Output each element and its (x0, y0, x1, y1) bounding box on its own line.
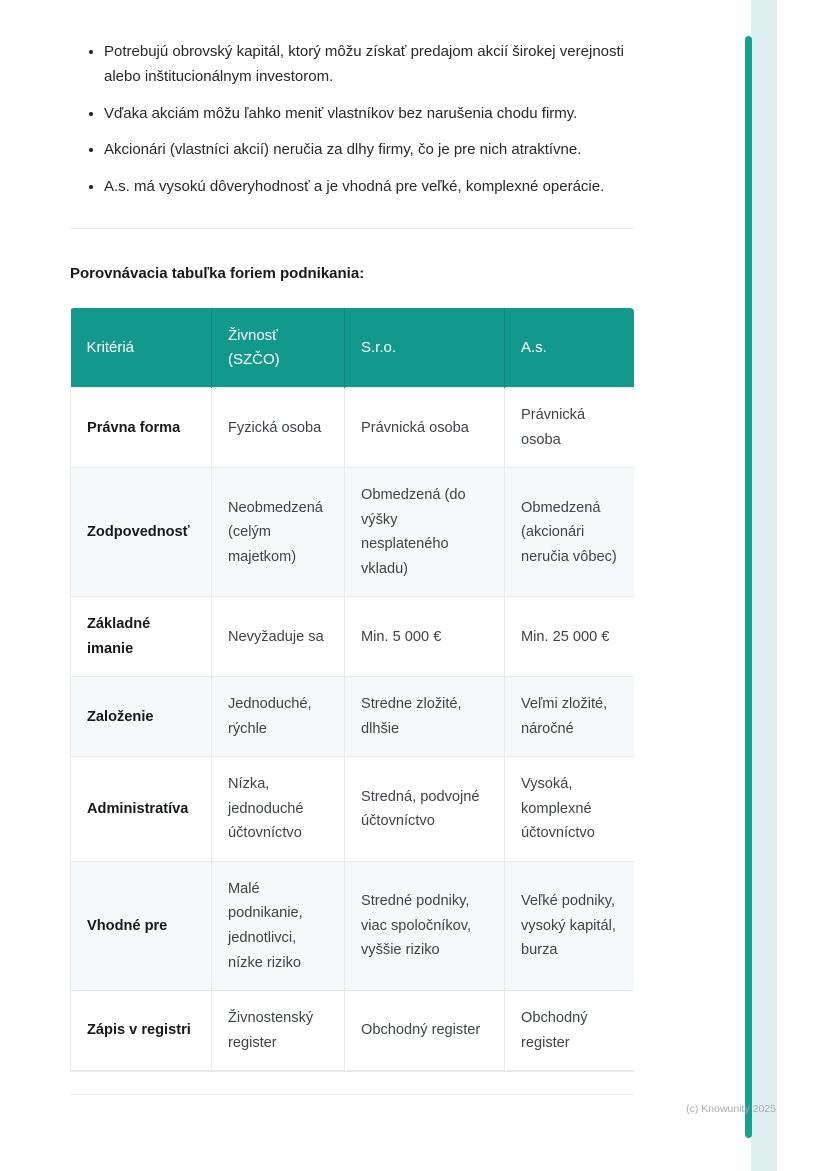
table-row (71, 757, 635, 862)
table-header-cell: A.s. (505, 308, 635, 388)
table-cell: Veľké podniky, vysoký kapitál, burza (505, 861, 635, 990)
table-row (71, 991, 635, 1071)
table-cell: Min. 25 000 € (505, 597, 635, 677)
table-row (71, 597, 635, 677)
table-cell: Vysoká, komplexné účtovníctvo (505, 757, 635, 862)
table-row (71, 677, 635, 757)
table-cell: Nízka, jednoduché účtovníctvo (212, 757, 345, 862)
scrollbar-track[interactable] (751, 0, 777, 1171)
table-cell: Neobmedzená (celým majetkom) (212, 468, 345, 597)
row-label: Administratíva (71, 757, 212, 862)
row-label: Zodpovednosť (71, 468, 212, 597)
bullet-item: • A.s. má vysokú dôveryhodnosť a je vhodná pre veľké, komplexné operácie. (104, 175, 634, 200)
table-row (71, 388, 635, 468)
bullet-item: • Potrebujú obrovský kapitál, ktorý môžu získať predajom akcií širokej verejnosti alebo inštitucionálnym investorom. (104, 40, 634, 90)
table-cell: Obchodný register (345, 991, 505, 1071)
row-label: Základné imanie (71, 597, 212, 677)
bottom-divider (70, 1094, 634, 1095)
section-divider (70, 228, 634, 229)
table-header-cell: Živnosť (SZČO) (212, 308, 345, 388)
table-cell: Obchodný register (505, 991, 635, 1071)
table-cell: Stredná, podvojné účtovníctvo (345, 757, 505, 862)
table-cell: Jednoduché, rýchle (212, 677, 345, 757)
row-label: Založenie (71, 677, 212, 757)
comparison-table (70, 308, 634, 1071)
table-row (71, 861, 635, 990)
scrollbar-thumb[interactable] (745, 36, 752, 1138)
table-cell: Živnostenský register (212, 991, 345, 1071)
copyright-text: (c) Knowunity 2025 (686, 1103, 776, 1115)
document-content (70, 0, 634, 1095)
section-heading: Porovnávacia tabuľka foriem podnikania: (70, 264, 365, 282)
table-cell: Stredné podniky, viac spoločníkov, vyššie riziko (345, 861, 505, 990)
table-cell: Malé podnikanie, jednotlivci, nízke riziko (212, 861, 345, 990)
comparison-table-wrapper (70, 308, 634, 1072)
bullet-list (70, 40, 634, 200)
table-cell: Stredne zložité, dlhšie (345, 677, 505, 757)
table-header-row (71, 308, 635, 388)
table-cell: Obmedzená (akcionári neručia vôbec) (505, 468, 635, 597)
table-cell: Nevyžaduje sa (212, 597, 345, 677)
row-label: Zápis v registri (71, 991, 212, 1071)
table-header-cell: S.r.o. (345, 308, 505, 388)
bullet-item: • Akcionári (vlastníci akcií) neručia za dlhy firmy, čo je pre nich atraktívne. (104, 138, 634, 163)
table-cell: Fyzická osoba (212, 388, 345, 468)
table-cell: Veľmi zložité, náročné (505, 677, 635, 757)
table-cell: Právnická osoba (345, 388, 505, 468)
table-header-cell: Kritériá (71, 308, 212, 388)
row-label: Právna forma (71, 388, 212, 468)
table-row (71, 468, 635, 597)
row-label: Vhodné pre (71, 861, 212, 990)
table-cell: Obmedzená (do výšky nesplateného vkladu) (345, 468, 505, 597)
table-cell: Min. 5 000 € (345, 597, 505, 677)
table-cell: Právnická osoba (505, 388, 635, 468)
bullet-item: • Vďaka akciám môžu ľahko meniť vlastníkov bez narušenia chodu firmy. (104, 102, 634, 127)
